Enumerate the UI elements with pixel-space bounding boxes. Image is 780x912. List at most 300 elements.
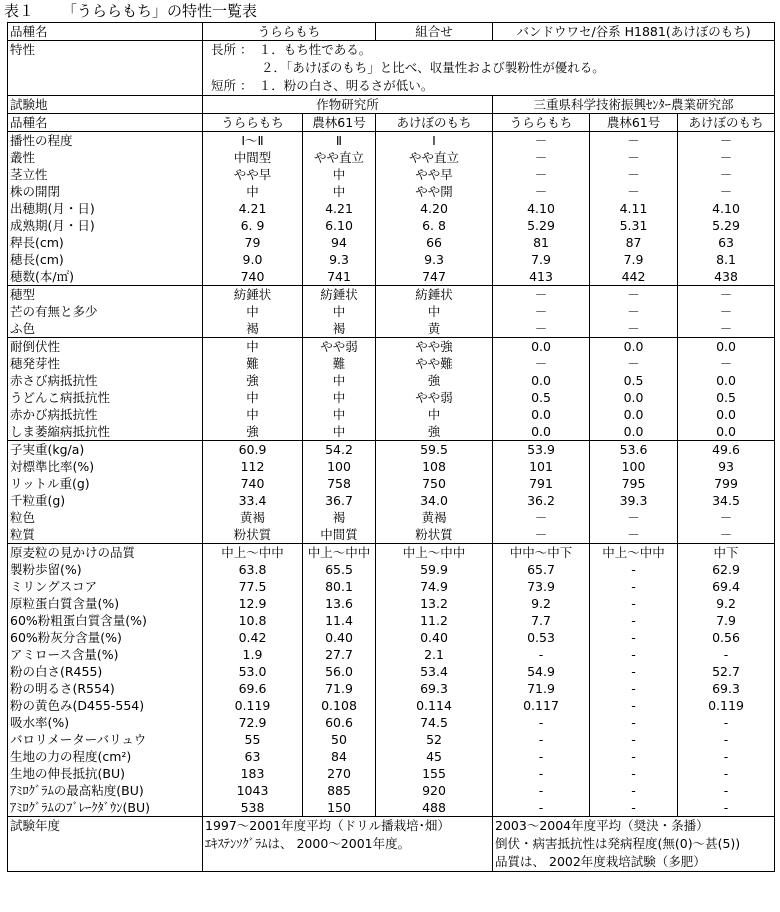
table-row: [8, 697, 775, 714]
cell-value: 63: [203, 748, 303, 765]
table-row: [8, 475, 775, 492]
cell-value: 褐: [303, 509, 376, 526]
cell-value: やや弱: [376, 389, 493, 406]
row-label: 芒の有無と多少: [8, 303, 203, 320]
cell-value: やや開: [376, 183, 493, 200]
cell-value: 0.0: [493, 423, 590, 441]
cell-value: 74.9: [376, 578, 493, 595]
cell-value: 0.0: [678, 406, 775, 423]
cell-value: 60.6: [303, 714, 376, 731]
cell-value: 52.7: [678, 663, 775, 680]
table-row: [8, 595, 775, 612]
cell-value: 紡錘状: [376, 286, 493, 304]
cell-value: -: [590, 629, 678, 646]
cell-value: 中: [303, 423, 376, 441]
row-label: リットル重(g): [8, 475, 203, 492]
cell-value: -: [590, 578, 678, 595]
site-label: 試験地: [8, 96, 203, 114]
cell-value: 4.10: [493, 200, 590, 217]
cell-value: 1043: [203, 782, 303, 799]
table-row: [8, 166, 775, 183]
row-label: ｱﾐﾛｸﾞﾗﾑのﾌﾞﾚｰｸﾀﾞｳﾝ(BU): [8, 799, 203, 817]
table-row: [8, 799, 775, 817]
cell-value: 73.9: [493, 578, 590, 595]
cell-value: 2.1: [376, 646, 493, 663]
table-row: [8, 782, 775, 799]
cell-value: 63: [678, 234, 775, 251]
footer-note: ｴｷｽﾃﾝｿｸﾞﾗﾑは、 2000～2001年度。: [205, 836, 411, 851]
cell-value: -: [678, 748, 775, 765]
cell-value: 0.0: [590, 423, 678, 441]
cell-value: -: [493, 748, 590, 765]
cell-value: -: [493, 799, 590, 817]
table-row: [8, 303, 775, 320]
row-label: 成熟期(月・日): [8, 217, 203, 234]
cell-value: 438: [678, 268, 775, 286]
variety-name: うららもち: [203, 23, 376, 41]
row-label: 原粒蛋白質含量(%): [8, 595, 203, 612]
cell-value: 0.114: [376, 697, 493, 714]
cell-value: 中上～中中: [303, 544, 376, 562]
cell-value: 65.5: [303, 561, 376, 578]
table-row: [8, 646, 775, 663]
cell-value: －: [493, 149, 590, 166]
cell-value: 黄: [376, 320, 493, 338]
cell-value: 45: [376, 748, 493, 765]
cell-value: －: [590, 166, 678, 183]
cell-value: 758: [303, 475, 376, 492]
cell-value: 13.2: [376, 595, 493, 612]
row-label: 穂長(cm): [8, 251, 203, 268]
cell-value: -: [590, 799, 678, 817]
cell-value: 69.6: [203, 680, 303, 697]
row-label: 原麦粒の見かけの品質: [8, 544, 203, 562]
cell-value: 39.3: [590, 492, 678, 509]
cell-value: －: [493, 355, 590, 372]
cell-value: －: [678, 320, 775, 338]
cell-value: 黄褐: [203, 509, 303, 526]
cell-value: 13.6: [303, 595, 376, 612]
table-row: [8, 372, 775, 389]
cell-value: －: [493, 509, 590, 526]
cell-value: 34.0: [376, 492, 493, 509]
cell-value: 10.8: [203, 612, 303, 629]
cell-value: 59.5: [376, 441, 493, 459]
cell-value: 0.0: [493, 372, 590, 389]
footer-label: 試験年度: [8, 817, 203, 872]
cell-value: 0.108: [303, 697, 376, 714]
cell-value: 52: [376, 731, 493, 748]
row-label: ｱﾐﾛｸﾞﾗﾑの最高粘度(BU): [8, 782, 203, 799]
cell-value: 0.117: [493, 697, 590, 714]
footer-site1-notes: [203, 817, 493, 872]
cell-value: 59.9: [376, 561, 493, 578]
cell-value: 101: [493, 458, 590, 475]
cell-value: 538: [203, 799, 303, 817]
combo-value: バンドウワセ/谷系 H1881(あけぼのもち): [493, 23, 775, 41]
table-row: [8, 526, 775, 544]
cell-value: 粉状質: [376, 526, 493, 544]
cell-value: －: [590, 132, 678, 150]
cell-value: 0.0: [590, 406, 678, 423]
cell-value: Ⅱ: [303, 132, 376, 150]
cell-value: 7.7: [493, 612, 590, 629]
cell-value: 80.1: [303, 578, 376, 595]
cell-value: 0.0: [678, 338, 775, 356]
cell-value: -: [590, 680, 678, 697]
cell-value: 791: [493, 475, 590, 492]
table-row: [8, 714, 775, 731]
cell-value: 53.9: [493, 441, 590, 459]
cell-value: 34.5: [678, 492, 775, 509]
table-row: [8, 132, 775, 150]
table-row: [8, 286, 775, 304]
cell-value: 69.3: [376, 680, 493, 697]
site-2: 三重県科学技術振興ｾﾝﾀｰ農業研究部: [493, 96, 775, 114]
row-label: 吸水率(%): [8, 714, 203, 731]
cell-value: 69.4: [678, 578, 775, 595]
cultivar-label: 品種名: [8, 114, 203, 132]
cell-value: －: [590, 183, 678, 200]
row-label: 粒質: [8, 526, 203, 544]
cell-value: 0.5: [493, 389, 590, 406]
cell-value: 750: [376, 475, 493, 492]
cell-value: 33.4: [203, 492, 303, 509]
table-row: [8, 663, 775, 680]
table-number: 表１: [4, 2, 35, 20]
cell-value: Ⅰ: [376, 132, 493, 150]
traits-text: [203, 41, 775, 96]
cell-value: -: [590, 697, 678, 714]
cell-value: 中: [203, 338, 303, 356]
table-row: [8, 629, 775, 646]
cell-value: やや強: [376, 338, 493, 356]
cell-value: 413: [493, 268, 590, 286]
row-label: 赤さび病抵抗性: [8, 372, 203, 389]
cell-value: やや直立: [303, 149, 376, 166]
cell-value: 強: [203, 423, 303, 441]
footer-row: [8, 817, 775, 872]
cell-value: 71.9: [303, 680, 376, 697]
cell-value: 7.9: [590, 251, 678, 268]
variety-label: 品種名: [8, 23, 203, 41]
cell-value: 50: [303, 731, 376, 748]
row-label: ミリングスコア: [8, 578, 203, 595]
cell-value: -: [678, 782, 775, 799]
cell-value: 中: [203, 183, 303, 200]
table-row: [8, 578, 775, 595]
trait-line: ２．「あけぼのもち」と比べ、収量性および製粉性が優れる。: [211, 60, 605, 75]
cell-value: 795: [590, 475, 678, 492]
cell-value: 1.9: [203, 646, 303, 663]
cell-value: 74.5: [376, 714, 493, 731]
cell-value: 0.42: [203, 629, 303, 646]
cell-value: 740: [203, 475, 303, 492]
cell-value: 7.9: [493, 251, 590, 268]
table-row: [8, 765, 775, 782]
row-label: 穂型: [8, 286, 203, 304]
cell-value: 0.0: [493, 338, 590, 356]
cell-value: 53.0: [203, 663, 303, 680]
row-label: 子実重(kg/a): [8, 441, 203, 459]
cultivar-header: 農林61号: [590, 114, 678, 132]
cell-value: 0.5: [590, 372, 678, 389]
cell-value: やや直立: [376, 149, 493, 166]
cell-value: 740: [203, 268, 303, 286]
table-row: [8, 561, 775, 578]
cell-value: 中: [203, 303, 303, 320]
table-row: [8, 612, 775, 629]
row-label: 播性の程度: [8, 132, 203, 150]
table-row: [8, 183, 775, 200]
row-label: 出穂期(月・日): [8, 200, 203, 217]
cell-value: －: [590, 526, 678, 544]
table-row: [8, 389, 775, 406]
cell-value: 紡錘状: [203, 286, 303, 304]
cell-value: －: [678, 183, 775, 200]
traits-row: [8, 41, 775, 96]
cell-value: －: [590, 149, 678, 166]
cell-value: －: [493, 320, 590, 338]
cell-value: 0.0: [493, 406, 590, 423]
table-row: [8, 748, 775, 765]
cell-value: 中: [376, 406, 493, 423]
cell-value: -: [590, 595, 678, 612]
footer-note: 品質は、 2002年度栽培試験（多肥）: [495, 854, 706, 869]
cell-value: 920: [376, 782, 493, 799]
header-row-cultivars: [8, 114, 775, 132]
cell-value: 0.40: [376, 629, 493, 646]
cell-value: 5.31: [590, 217, 678, 234]
cell-value: 885: [303, 782, 376, 799]
row-label: 叢性: [8, 149, 203, 166]
cell-value: 0.0: [590, 338, 678, 356]
cell-value: 中下: [678, 544, 775, 562]
cell-value: 53.4: [376, 663, 493, 680]
traits-label: 特性: [8, 41, 203, 96]
cell-value: -: [590, 714, 678, 731]
table-row: [8, 355, 775, 372]
cell-value: 8.1: [678, 251, 775, 268]
cell-value: －: [493, 286, 590, 304]
cell-value: 中: [203, 389, 303, 406]
cell-value: 中中～中下: [493, 544, 590, 562]
table-row: [8, 441, 775, 459]
row-label: 粉の明るさ(R554): [8, 680, 203, 697]
cell-value: －: [493, 303, 590, 320]
row-label: 粉の黄色み(D455-554): [8, 697, 203, 714]
combo-label: 組合せ: [376, 23, 493, 41]
table-row: [8, 338, 775, 356]
cell-value: －: [590, 286, 678, 304]
row-label: うどんこ病抵抗性: [8, 389, 203, 406]
row-label: 60%粉粗蛋白質含量(%): [8, 612, 203, 629]
cell-value: 0.119: [203, 697, 303, 714]
table-row: [8, 234, 775, 251]
cell-value: 9.2: [493, 595, 590, 612]
header-row-site: [8, 96, 775, 114]
cell-value: 49.6: [678, 441, 775, 459]
header-row-variety: [8, 23, 775, 41]
table-row: [8, 458, 775, 475]
cell-value: －: [678, 355, 775, 372]
cell-value: -: [590, 663, 678, 680]
cell-value: 56.0: [303, 663, 376, 680]
cultivar-header: 農林61号: [303, 114, 376, 132]
cell-value: 112: [203, 458, 303, 475]
cell-value: －: [590, 355, 678, 372]
cell-value: 褐: [203, 320, 303, 338]
cell-value: 55: [203, 731, 303, 748]
cell-value: －: [493, 183, 590, 200]
cell-value: 11.2: [376, 612, 493, 629]
cell-value: 150: [303, 799, 376, 817]
row-label: 赤かび病抵抗性: [8, 406, 203, 423]
cell-value: やや早: [376, 166, 493, 183]
cell-value: -: [493, 646, 590, 663]
cell-value: 中間型: [203, 149, 303, 166]
cell-value: やや早: [203, 166, 303, 183]
table-row: [8, 251, 775, 268]
cell-value: 中上～中中: [376, 544, 493, 562]
cell-value: －: [590, 320, 678, 338]
cell-value: 155: [376, 765, 493, 782]
cell-value: －: [590, 509, 678, 526]
cell-value: -: [493, 714, 590, 731]
cell-value: 4.20: [376, 200, 493, 217]
table-row: [8, 217, 775, 234]
cell-value: 799: [678, 475, 775, 492]
cell-value: 中: [303, 406, 376, 423]
cell-value: 12.9: [203, 595, 303, 612]
cell-value: －: [493, 166, 590, 183]
cell-value: -: [590, 782, 678, 799]
cell-value: 中間質: [303, 526, 376, 544]
cell-value: 5.29: [493, 217, 590, 234]
cell-value: －: [678, 303, 775, 320]
cell-value: 紡錘状: [303, 286, 376, 304]
cell-value: －: [678, 166, 775, 183]
cultivar-header: あけぼのもち: [376, 114, 493, 132]
cell-value: 81: [493, 234, 590, 251]
characteristics-table: [7, 22, 775, 872]
cell-value: -: [493, 731, 590, 748]
trait-line: 長所 ： １．もち性である。: [211, 42, 372, 57]
row-label: 穂数(本/㎡): [8, 268, 203, 286]
cell-value: 54.9: [493, 663, 590, 680]
cell-value: －: [590, 303, 678, 320]
row-label: 株の開閉: [8, 183, 203, 200]
cell-value: 0.0: [678, 372, 775, 389]
row-label: 60%粉灰分含量(%): [8, 629, 203, 646]
cell-value: -: [590, 612, 678, 629]
cell-value: -: [493, 765, 590, 782]
cell-value: 0.0: [678, 423, 775, 441]
cell-value: 粉状質: [203, 526, 303, 544]
cell-value: -: [678, 731, 775, 748]
row-label: 茎立性: [8, 166, 203, 183]
cultivar-header: あけぼのもち: [678, 114, 775, 132]
cell-value: 72.9: [203, 714, 303, 731]
table-row: [8, 268, 775, 286]
cell-value: 0.5: [678, 389, 775, 406]
table-row: [8, 680, 775, 697]
cell-value: -: [493, 782, 590, 799]
row-label: 製粉歩留(%): [8, 561, 203, 578]
cell-value: 難: [303, 355, 376, 372]
cell-value: 6. 8: [376, 217, 493, 234]
cell-value: －: [493, 132, 590, 150]
site-1: 作物研究所: [203, 96, 493, 114]
cell-value: 442: [590, 268, 678, 286]
footer-site2-notes: [493, 817, 775, 872]
row-label: ふ色: [8, 320, 203, 338]
cell-value: －: [678, 526, 775, 544]
cell-value: 4.10: [678, 200, 775, 217]
cell-value: 488: [376, 799, 493, 817]
row-label: 対標準比率(%): [8, 458, 203, 475]
cell-value: -: [678, 765, 775, 782]
cell-value: 53.6: [590, 441, 678, 459]
cell-value: －: [678, 132, 775, 150]
row-label: 耐倒伏性: [8, 338, 203, 356]
cell-value: -: [678, 714, 775, 731]
cell-value: -: [590, 646, 678, 663]
cell-value: 5.29: [678, 217, 775, 234]
cell-value: 0.40: [303, 629, 376, 646]
cell-value: 0.56: [678, 629, 775, 646]
cell-value: 71.9: [493, 680, 590, 697]
cell-value: -: [590, 748, 678, 765]
cell-value: 0.119: [678, 697, 775, 714]
cell-value: -: [590, 561, 678, 578]
row-label: 生地の伸長抵抗(BU): [8, 765, 203, 782]
row-label: バロリメーターバリュウ: [8, 731, 203, 748]
row-label: しま萎縮病抵抗性: [8, 423, 203, 441]
row-label: 穂発芽性: [8, 355, 203, 372]
cell-value: 66: [376, 234, 493, 251]
footer-note: 倒伏・病害抵抗性は発病程度(無(0)～甚(5)): [495, 836, 741, 851]
cell-value: 4.21: [203, 200, 303, 217]
cell-value: 36.2: [493, 492, 590, 509]
cell-value: -: [590, 765, 678, 782]
cell-value: 65.7: [493, 561, 590, 578]
cell-value: 4.11: [590, 200, 678, 217]
trait-line: 短所 ： １．粉の白さ、明るさが低い。: [211, 78, 434, 93]
cell-value: 強: [376, 372, 493, 389]
cell-value: 741: [303, 268, 376, 286]
table-row: [8, 731, 775, 748]
cell-value: 中: [303, 303, 376, 320]
row-label: 生地の力の程度(cm²): [8, 748, 203, 765]
cell-value: 94: [303, 234, 376, 251]
footer-note: 2003～2004年度平均（奨決・条播）: [495, 818, 709, 833]
cell-value: －: [493, 526, 590, 544]
cell-value: 9.3: [376, 251, 493, 268]
cell-value: 9.0: [203, 251, 303, 268]
cell-value: -: [678, 799, 775, 817]
cell-value: 747: [376, 268, 493, 286]
table-row: [8, 149, 775, 166]
cell-value: Ⅰ～Ⅱ: [203, 132, 303, 150]
cell-value: 4.21: [303, 200, 376, 217]
table-row: [8, 406, 775, 423]
table-row: [8, 320, 775, 338]
cell-value: 中: [203, 406, 303, 423]
cell-value: 黄褐: [376, 509, 493, 526]
cell-value: 54.2: [303, 441, 376, 459]
cell-value: 93: [678, 458, 775, 475]
